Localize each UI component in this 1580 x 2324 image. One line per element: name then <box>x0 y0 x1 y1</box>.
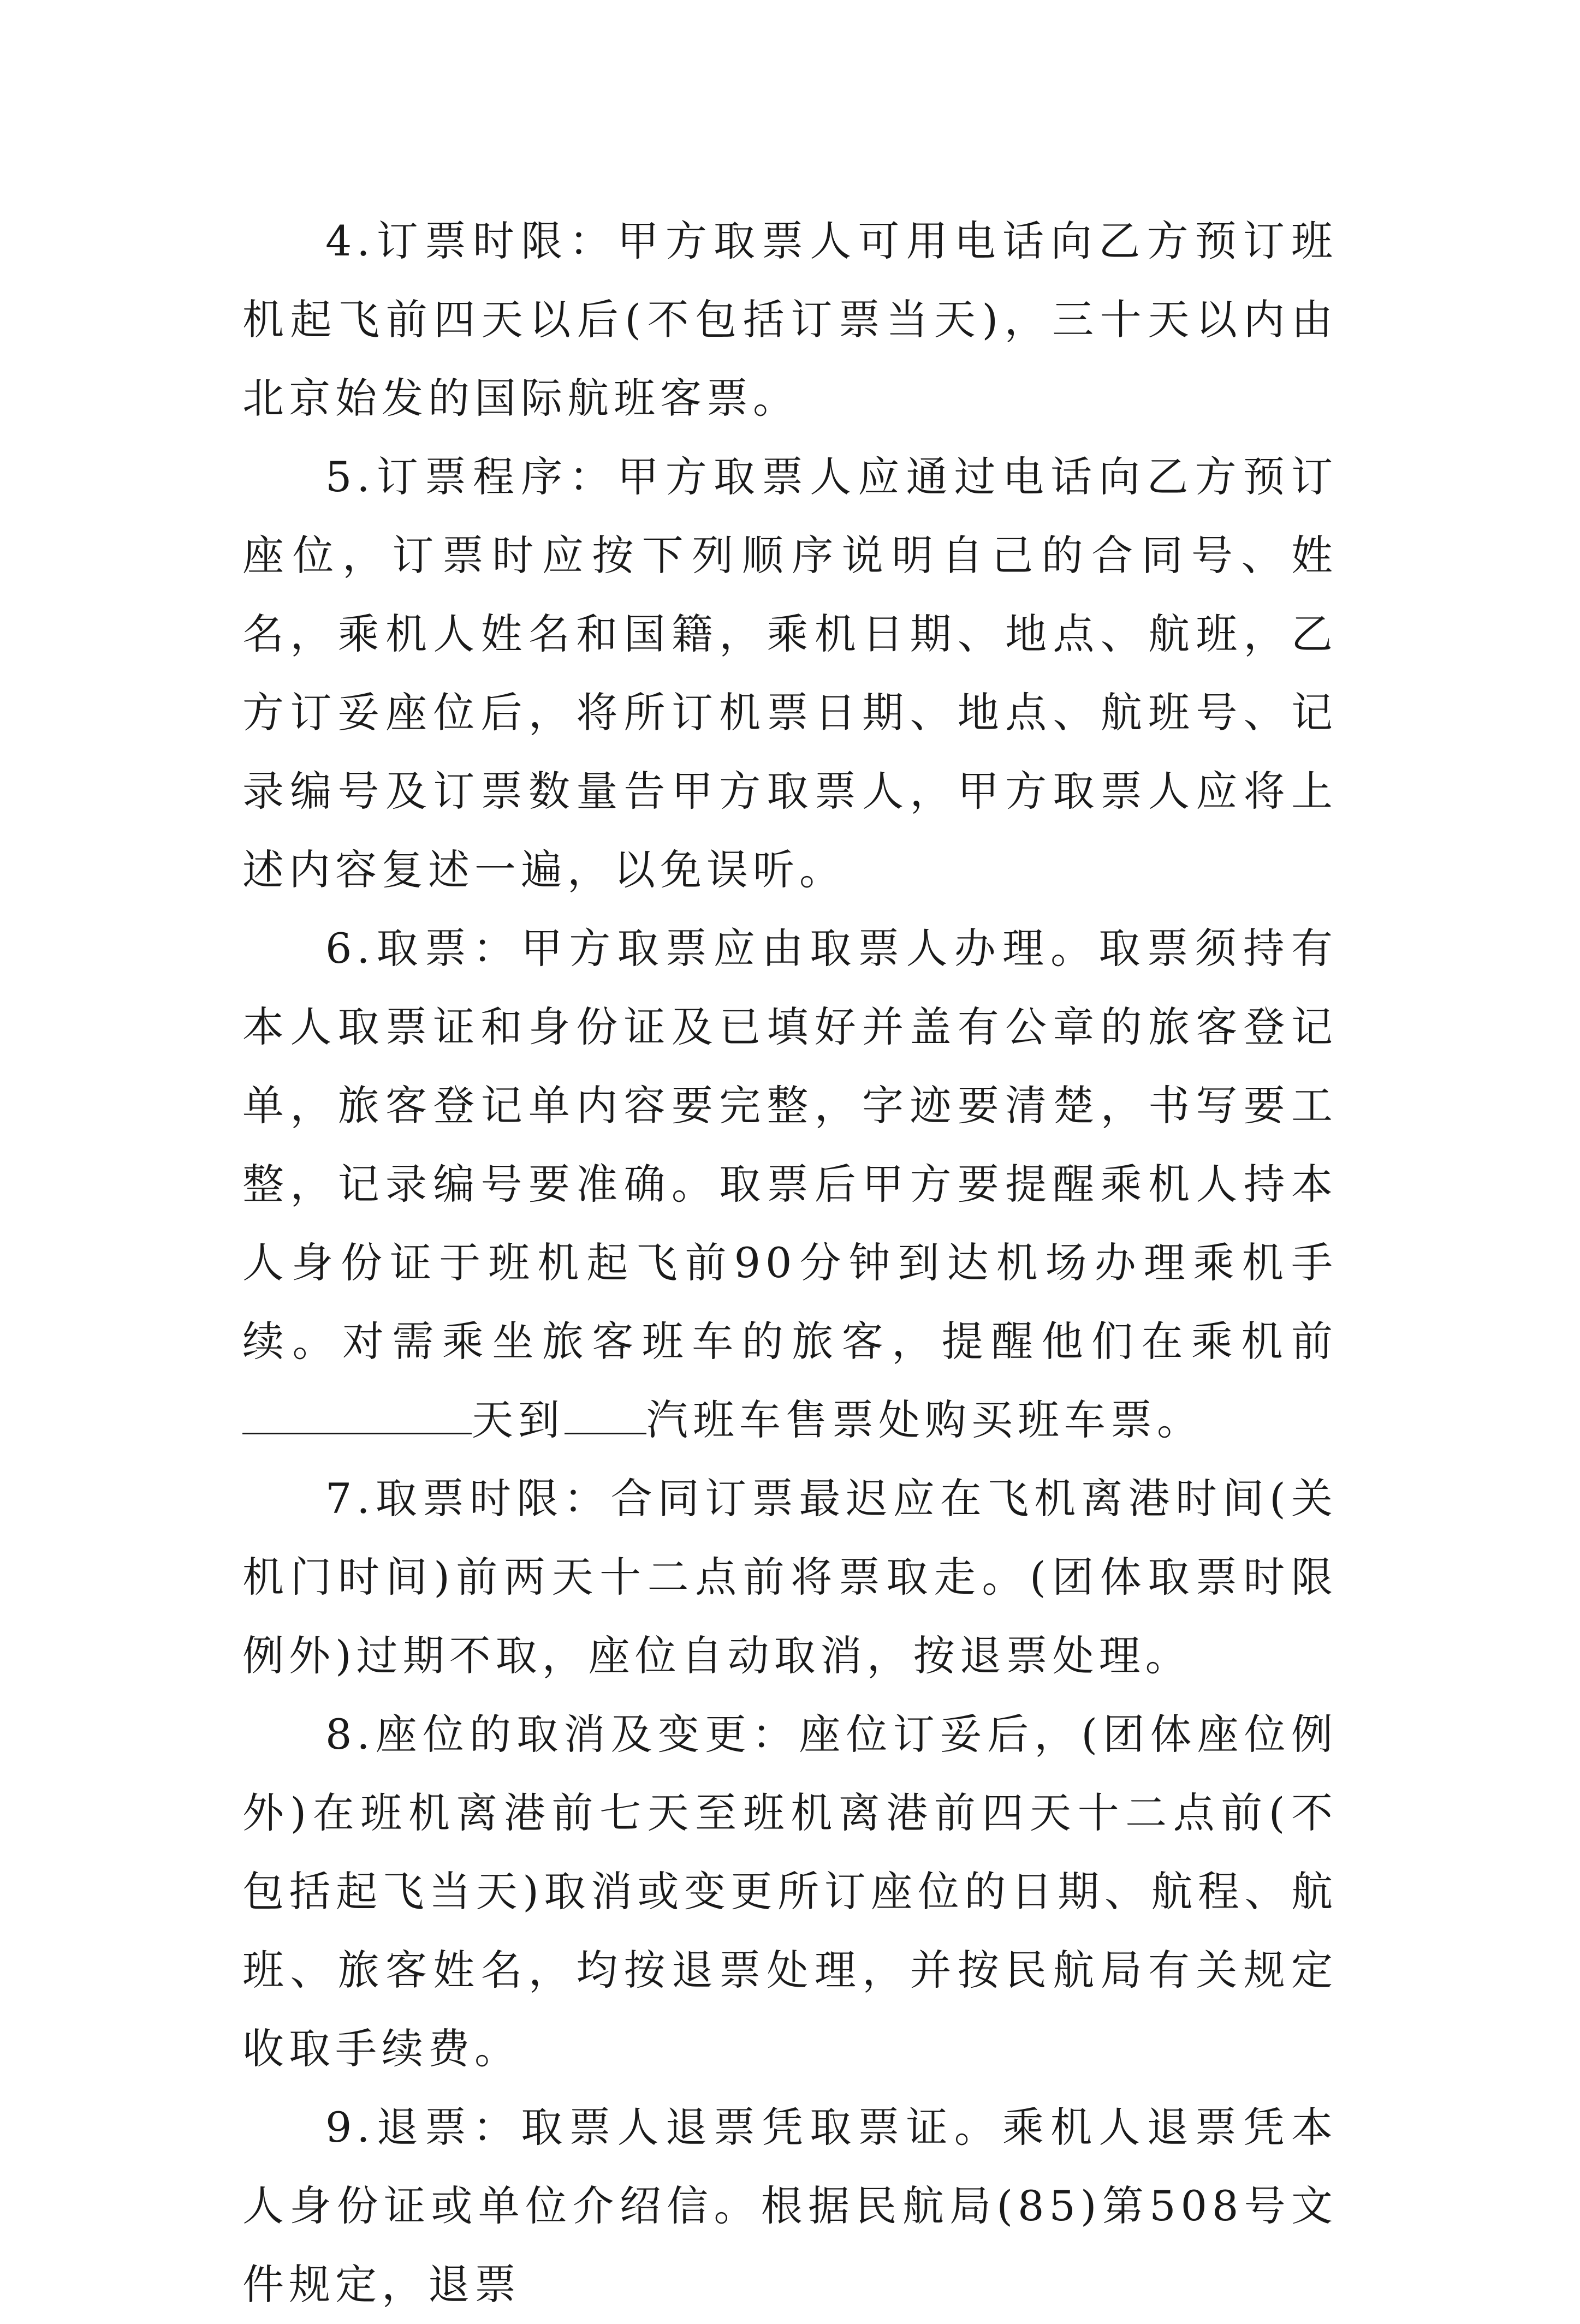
document-body <box>242 202 1338 2324</box>
clause-6-text-part2: 天到 <box>472 1396 565 1444</box>
clause-6-text-part3: 汽班车售票处购买班车票。 <box>646 1396 1203 1444</box>
clause-5-booking-procedure: 5.订票程序：甲方取票人应通过电话向乙方预订座位，订票时应按下列顺序说明自己的合同号、姓名，乘机人姓名和国籍，乘机日期、地点、航班，乙方订妥座位后，将所订机票日期、地点、航班号、记录编号及订票数量告甲方取票人，甲方取票人应将上述内容复述一遍，以免误听。 <box>242 452 1338 894</box>
clause-6-ticket-pickup <box>242 909 1338 1459</box>
clause-7-pickup-time-limit: 7.取票时限：合同订票最迟应在飞机离港时间(关机门时间)前两天十二点前将票取走。(团体取票时限例外)过期不取，座位自动取消，按退票处理。 <box>242 1474 1338 1680</box>
clause-4-booking-time-limit: 4.订票时限：甲方取票人可用电话向乙方预订班机起飞前四天以后(不包括订票当天)，三十天以内由北京始发的国际航班客票。 <box>242 217 1338 422</box>
clause-6-text-part1: 6.取票：甲方取票应由取票人办理。取票须持有本人取票证和身份证及已填好并盖有公章的旅客登记单，旅客登记单内容要完整，字迹要清楚，书写要工整，记录编号要准确。取票后甲方要提醒乘机人持本人身份证于班机起飞前90分钟到达机场办理乘机手续。对需乘坐旅客班车的旅客，提醒他们在乘机前 <box>242 924 1338 1366</box>
clause-9-refund: 9.退票：取票人退票凭取票证。乘机人退票凭本人身份证或单位介绍信。根据民航局(85)第508号文件规定，退票 <box>242 2103 1338 2309</box>
blank-location-field <box>565 1398 646 1434</box>
blank-days-field <box>242 1398 472 1434</box>
clause-8-seat-cancellation: 8.座位的取消及变更：座位订妥后，(团体座位例外)在班机离港前七天至班机离港前四天十二点前(不包括起飞当天)取消或变更所订座位的日期、航程、航班、旅客姓名，均按退票处理，并按民航局有关规定收取手续费。 <box>242 1710 1338 2073</box>
